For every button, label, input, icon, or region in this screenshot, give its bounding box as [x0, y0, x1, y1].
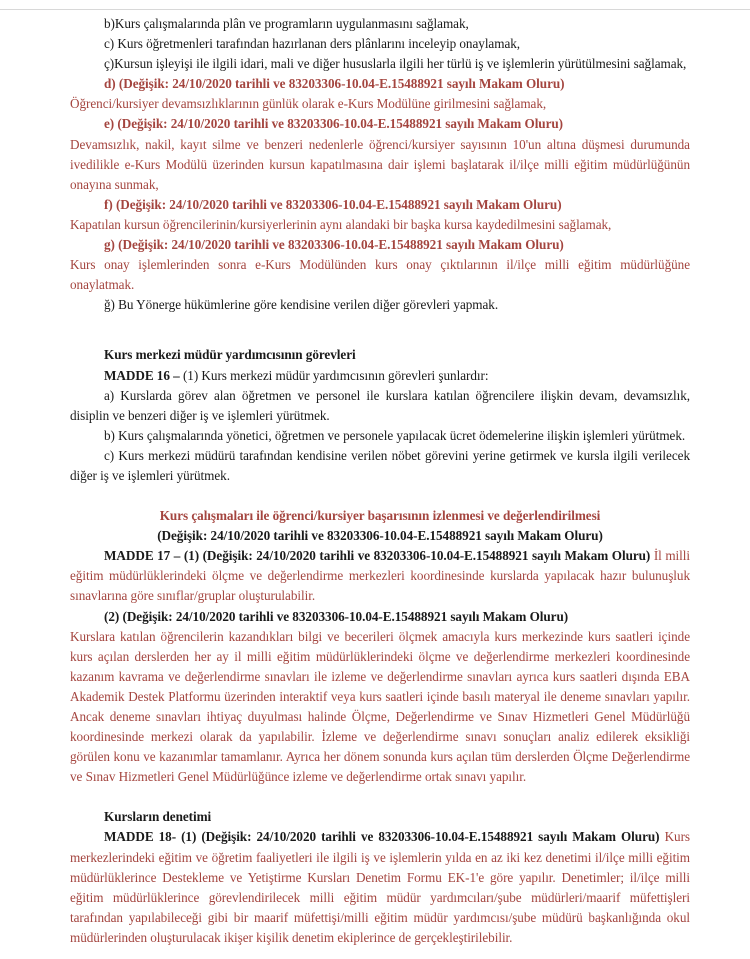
paragraph-madde-16-a — [70, 386, 690, 426]
item-f-label: f) — [104, 196, 113, 212]
section-spacer-2 — [70, 486, 690, 506]
madde-16-intro-text: (1) Kurs merkezi müdür yardımcısının görevleri şunlardır: — [182, 367, 489, 383]
item-g-label: g) — [104, 237, 115, 253]
document-body — [70, 14, 690, 948]
madde-16-c-text: c) Kurs merkezi müdürü tarafından kendisine verilen nöbet görevini yerine getirmek ve kursla ilgili verilecek diğer iş ve işlemleri yürütmek. — [70, 447, 690, 483]
item-e-label: e) — [104, 116, 115, 132]
paragraph-item-c-cedilla — [70, 54, 690, 74]
item-f-revision-note: (Değişik: 24/10/2020 tarihli ve 83203306-10.04-E.15488921 sayılı Makam Oluru) — [115, 196, 562, 212]
paragraph-madde-16-intro — [70, 366, 690, 386]
madde-16-label: MADDE 16 – — [104, 367, 180, 383]
item-g-text: Kurs onay işlemlerinden sonra e-Kurs Modülünden kurs onay çıktılarının il/ilçe milli eğitim müdürlüğüne onaylatmak. — [70, 257, 690, 293]
item-d-label: d) — [104, 76, 116, 92]
page-top-rule — [0, 9, 750, 10]
item-g-revision-note: (Değişik: 24/10/2020 tarihli ve 83203306-10.04-E.15488921 sayılı Makam Oluru) — [118, 237, 564, 253]
madde-18-body-text: Kurs merkezlerindeki eğitim ve öğretim faaliyetleri ile ilgili iş ve işlemlerin yılda en az iki kez denetimi il/ilçe milli eğitim müdürlüklerince Destekleme ve Yetiştirme Kursları Denetim Formu EK-1'e göre yapılır. Denetimler; il/ilçe milli eğitim müdürlüklerince görevlendirilecek milli eğitim müdür yardımcıları/şube müdürleri/maarif müfettişleri tarafından yapılabileceği gibi bir maarif müfettişi/milli eğitim müdür yardımcısı/şube müdürü başkanlığında okul müdürlerinden oluşturulacak ikişer kişilik denetim ekiplerince de gerçekleştirilebilir. — [70, 829, 691, 945]
paragraph-item-b — [70, 14, 690, 34]
item-d-text: Öğrenci/kursiyer devamsızlıklarının günlük olarak e-Kurs Modülüne girilmesini sağlamak, — [70, 96, 547, 112]
item-d-revision-note: (Değişik: 24/10/2020 tarihli ve 83203306-10.04-E.15488921 sayılı Makam Oluru) — [118, 76, 565, 92]
madde-17-2-label: (2) — [104, 608, 120, 624]
paragraph-madde-17-1 — [70, 546, 690, 606]
paragraph-madde-17-2 — [70, 607, 690, 788]
madde-17-2-body-text: Kurslara katılan öğrencilerin kazandıkları bilgi ve becerileri ölçmek amacıyla kurs merkezinde kurs saatleri içinde kurs açılan derslerden her ay il milli eğitim müdürlüklerindeki ölçme ve değerlendirme merkezleri koordinesinde kazanım kavrama ve değerlendirme sınavları ile izleme ve değerlendirme sınavları ayrıca kurs saatleri dışında EBA Akademik Destek Platformu üzerinden interaktif veya kurs saatleri içinde basılı materyal ile deneme sınavları yapılır. Ancak deneme sınavları ihtiyaç duyulması halinde Ölçme, Değerlendirme ve Sınav Hizmetleri Genel Müdürlüğü koordinesinde merkezi olarak da yapılabilir. İzleme ve değerlendirme sınavı sonuçları analiz edilerek eksikliği görülen konu ve kazanımlar tamamlanır. Ayrıca her dönem sonunda kurs açılan tüm derslerden Ölçme Değerlendirme ve Sınav Hizmetleri Genel Müdürlüğünce izleme ve değerlendirme ortak sınavı yapılır. — [70, 628, 690, 785]
item-c-cedilla-text: ç)Kursun işleyişi ile ilgili idari, mali ve diğer hususlarla ilgili her türlü iş ve işlemlerin yürütülmesini sağlamak, — [104, 56, 687, 72]
item-g-breve-text: ğ) Bu Yönerge hükümlerine göre kendisine verilen diğer görevleri yapmak. — [104, 297, 499, 313]
section-spacer-3 — [70, 787, 690, 807]
madde-16-a-text: a) Kurslarda görev alan öğretmen ve personel ile kurslara katılan öğrencilere ilişkin devam, devamsızlık, disiplin ve benzeri diğer iş ve işlemleri yürütmek. — [70, 387, 690, 423]
heading-madde-17-red: Kurs çalışmaları ile öğrenci/kursiyer başarısının izlenmesi ve değerlendirilmesi — [159, 508, 601, 524]
section-spacer — [70, 315, 690, 345]
heading-madde-16-text: Kurs merkezi müdür yardımcısının görevleri — [104, 347, 356, 363]
paragraph-madde-16-c — [70, 446, 690, 486]
item-c-text: c) Kurs öğretmenleri tarafından hazırlanan ders plânlarını inceleyip onaylamak, — [104, 36, 521, 52]
madde-18-label: MADDE 18- (1) (Değişik: 24/10/2020 tarihli ve 83203306-10.04-E.15488921 sayılı Makam Oluru) — [104, 829, 660, 845]
paragraph-item-g — [70, 235, 690, 295]
paragraph-item-d — [70, 74, 690, 114]
item-b-text: b)Kurs çalışmalarında plân ve programların uygulanmasını sağlamak, — [104, 16, 469, 31]
item-f-text: Kapatılan kursun öğrencilerinin/kursiyerlerinin aynı alandaki bir başka kursa kaydedilmesini sağlamak, — [70, 216, 612, 232]
item-e-revision-note: (Değişik: 24/10/2020 tarihli ve 83203306-10.04-E.15488921 sayılı Makam Oluru) — [117, 116, 564, 132]
paragraph-item-e — [70, 114, 690, 194]
heading-madde-18-text: Kursların denetimi — [104, 809, 212, 825]
item-e-text: Devamsızlık, nakil, kayıt silme ve benzeri nedenlerle öğrenci/kursiyer sayısının 10'un altına düşmesi durumunda ivedilikle e-Kurs Modülü üzerinden kursun kapatılmasına dair işlemi başlatarak il/ilçe milli eğitim müdürlüğünün onayına sunmak, — [70, 136, 690, 192]
madde-16-b-text: b) Kurs çalışmalarında yönetici, öğretmen ve personele yapılacak ücret ödemelerine ilişkin işlemleri yürütmek. — [104, 427, 686, 443]
madde-17-2-revision-note: (Değişik: 24/10/2020 tarihli ve 83203306-10.04-E.15488921 sayılı Makam Oluru) — [122, 608, 569, 624]
paragraph-item-c — [70, 34, 690, 54]
heading-madde-17-revision: (Değişik: 24/10/2020 tarihli ve 83203306-10.04-E.15488921 sayılı Makam Oluru) — [157, 528, 603, 544]
heading-madde-16 — [70, 345, 690, 365]
paragraph-item-f — [70, 195, 690, 235]
madde-17-label: MADDE 17 – (1) (Değişik: 24/10/2020 tarihli ve 83203306-10.04-E.15488921 sayılı Makam Oluru) — [104, 548, 651, 564]
paragraph-madde-18-1 — [70, 827, 690, 948]
paragraph-madde-16-b — [70, 426, 690, 446]
heading-madde-18 — [70, 807, 690, 827]
paragraph-item-g-breve — [70, 295, 690, 315]
madde-17-body-text: İl milli eğitim müdürlüklerindeki ölçme ve değerlendirme merkezleri koordinesinde kurslarda yapılacak hazır bulunuşluk sınavlarına göre sınıflar/gruplar oluşturulabilir. — [70, 548, 690, 604]
